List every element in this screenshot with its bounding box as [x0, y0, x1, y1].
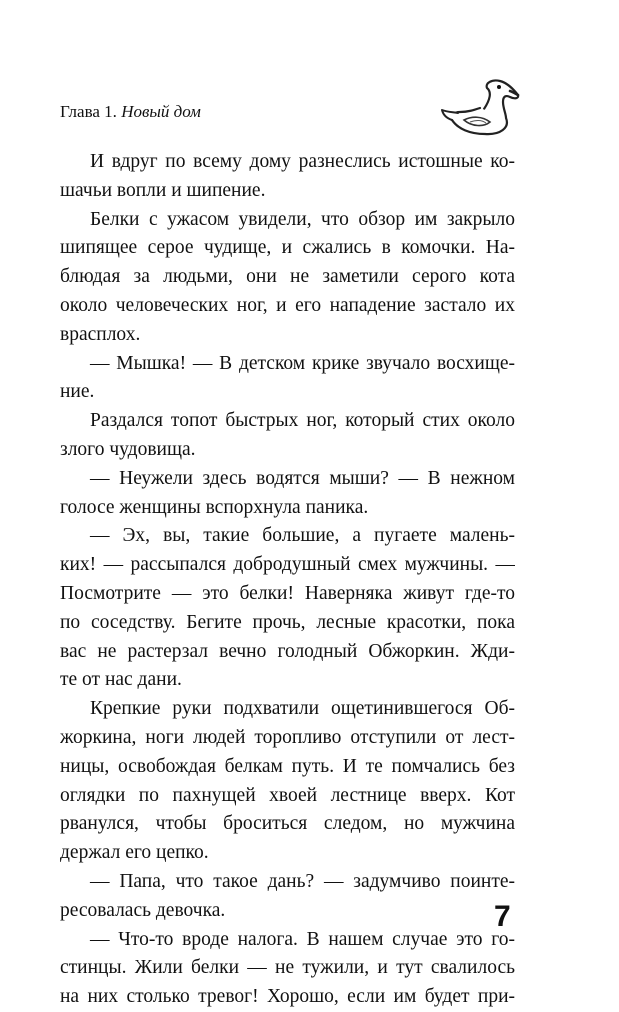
body-text	[60, 148, 515, 1012]
text-line: злого чудовища.	[60, 438, 196, 460]
text-line: Крепкие руки подхватили ощетинившегося Об-	[90, 698, 515, 720]
text-line: Раздался топот быстрых ног, который стих около	[90, 410, 515, 432]
text-line: врасплох.	[60, 323, 141, 345]
goose-icon	[440, 76, 522, 138]
text-line: жоркина, ноги людей торопливо отступили от лест-	[60, 726, 515, 748]
text-line: вас не растерзал вечно голодный Обжоркин. Жди-	[60, 640, 515, 662]
text-line: И вдруг по всему дому разнеслись истошные ко-	[90, 151, 515, 172]
text-line: голосе женщины вспорхнула паника.	[60, 496, 369, 518]
text-line: ницы, освобождая белкам путь. И те помчались без	[60, 755, 515, 777]
chapter-label: Глава 1.	[60, 102, 117, 121]
text-line: ние.	[60, 381, 95, 403]
text-line: оглядки по пахнущей хвоей лестнице вверх. Кот	[60, 784, 515, 806]
text-line: — Папа, что такое дань? — задумчиво поинте-	[90, 870, 515, 892]
text-line: — Мышка! — В детском крике звучало восхище-	[90, 352, 515, 374]
text-line: на них столько тревог! Хорошо, если им будет при-	[60, 986, 515, 1008]
running-header	[60, 101, 201, 123]
text-line: ресовалась девочка.	[60, 899, 226, 921]
text-line: Посмотрите — это белки! Наверняка живут где-то	[60, 582, 515, 604]
text-line: — Неужели здесь водятся мыши? — В нежном	[90, 467, 515, 489]
text-line: ких! — рассыпался добродушный смех мужчины. —	[60, 554, 515, 576]
text-line: около человеческих ног, и его нападение застало их	[60, 294, 515, 316]
text-line: рванулся, чтобы броситься следом, но мужчина	[60, 813, 515, 835]
text-line: — Что-то вроде налога. В нашем случае это го-	[90, 928, 515, 950]
text-line: Белки с ужасом увидели, что обзор им закрыло	[90, 208, 515, 230]
text-line: блюдая за людьми, они не заметили серого кота	[60, 266, 515, 288]
text-line: — Эх, вы, такие большие, а пугаете малень-	[90, 525, 515, 547]
text-line: держал его цепко.	[60, 842, 209, 864]
text-line: те от нас дани.	[60, 669, 182, 691]
text-line: шачьи вопли и шипение.	[60, 179, 266, 201]
text-line: по соседству. Бегите прочь, лесные красотки, пока	[60, 611, 515, 633]
chapter-title: Новый дом	[121, 102, 201, 121]
page-number: 7	[494, 900, 511, 933]
text-line: шипящее серое чудище, и сжались в комочки. На-	[60, 237, 515, 259]
text-line: стинцы. Жили белки — не тужили, и тут свалилось	[60, 957, 515, 979]
